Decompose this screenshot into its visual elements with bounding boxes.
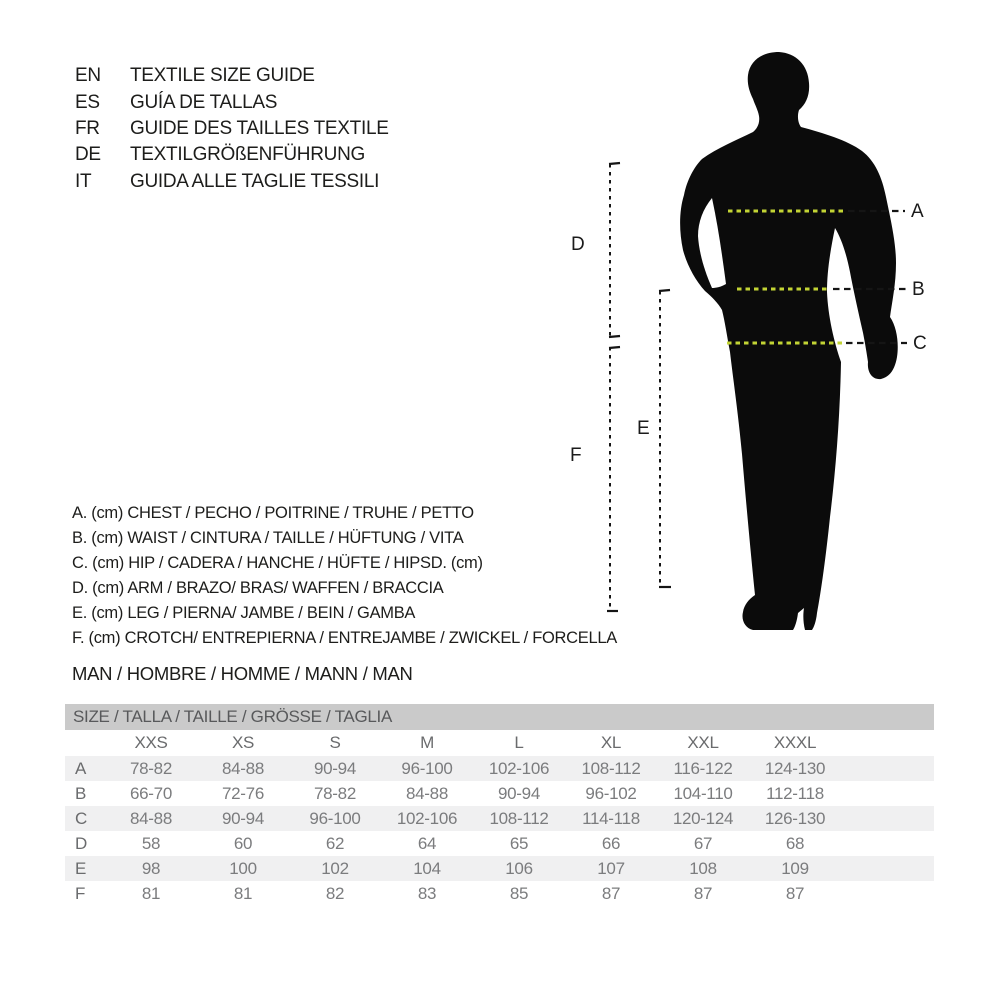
language-row [75, 169, 389, 195]
table-cell: 106 [505, 859, 533, 878]
table-cell: 87 [785, 884, 805, 903]
table-cell: 67 [693, 834, 713, 853]
table-cell: 65 [509, 834, 529, 853]
arm-marker-tick-bottom [609, 336, 620, 337]
arm-marker-tick-top [609, 163, 620, 164]
table-cell: 107 [597, 859, 625, 878]
table-cell: 100 [229, 859, 257, 878]
table-cell: 66 [601, 834, 621, 853]
legend-line-waist: B. (cm) WAIST / CINTURA / TAILLE / HÜFTUNG / VITA [72, 529, 464, 547]
table-row-crotch [65, 881, 934, 906]
language-title: GUIDE DES TAILLES TEXTILE [130, 117, 389, 139]
table-cell: 66-70 [130, 784, 172, 803]
size-header-filler [841, 730, 934, 756]
row-filler [841, 831, 934, 856]
table-cell: 124-130 [764, 759, 826, 778]
row-label: F [75, 884, 86, 903]
legend-line-arm: D. (cm) ARM / BRAZO/ BRAS/ WAFFEN / BRACCIA [72, 579, 444, 597]
row-label: B [75, 784, 87, 803]
table-cell: 102-106 [396, 809, 458, 828]
legend-line-crotch: F. (cm) CROTCH/ ENTREPIERNA / ENTREJAMBE / ZWICKEL / FORCELLA [72, 629, 617, 647]
table-cell: 96-100 [309, 809, 361, 828]
table-cell: 108 [689, 859, 717, 878]
language-title-block [75, 63, 389, 195]
row-filler [841, 806, 934, 831]
language-title: GUÍA DE TALLAS [130, 91, 278, 113]
table-cell: 60 [233, 834, 253, 853]
table-cell: 87 [693, 884, 713, 903]
language-row [75, 142, 389, 168]
size-header-row [65, 730, 934, 756]
table-cell: 108-112 [581, 759, 641, 778]
table-cell: 72-76 [222, 784, 264, 803]
language-row [75, 89, 389, 115]
size-table [65, 704, 934, 906]
language-code: FR [75, 117, 100, 139]
language-title: TEXTILE SIZE GUIDE [130, 65, 315, 87]
row-label: C [75, 809, 87, 828]
table-cell: 102-106 [488, 759, 550, 778]
table-cell: 90-94 [498, 784, 540, 803]
size-header: XXXL [773, 733, 817, 752]
table-cell: 102 [321, 859, 349, 878]
row-label: E [75, 859, 87, 878]
row-filler [841, 881, 934, 906]
table-cell: 109 [781, 859, 809, 878]
row-filler [841, 781, 934, 806]
row-label: D [75, 834, 87, 853]
table-cell: 108-112 [489, 809, 549, 828]
language-code: EN [75, 65, 101, 87]
chest-marker-label: A [911, 201, 924, 222]
table-cell: 85 [509, 884, 529, 903]
language-title: TEXTILGRÖßENFÜHRUNG [130, 144, 365, 166]
table-cell: 84-88 [130, 809, 172, 828]
table-row-hip [65, 806, 934, 831]
crotch-marker-tick-top [609, 347, 620, 348]
table-cell: 82 [325, 884, 345, 903]
table-cell: 104-110 [673, 784, 733, 803]
legend-line-leg: E. (cm) LEG / PIERNA/ JAMBE / BEIN / GAMBA [72, 604, 416, 622]
size-table-title-bar: SIZE / TALLA / TAILLE / GRÖSSE / TAGLIA [65, 704, 934, 730]
table-cell: 116-122 [673, 759, 733, 778]
size-header: XXL [687, 733, 719, 752]
table-cell: 64 [417, 834, 437, 853]
row-filler [841, 856, 934, 881]
table-cell: 96-102 [585, 784, 637, 803]
leg-marker-tick-top [659, 290, 670, 291]
language-code: ES [75, 91, 100, 113]
table-cell: 83 [417, 884, 437, 903]
size-header: L [514, 733, 524, 752]
size-header: XS [231, 733, 255, 752]
table-cell: 81 [233, 884, 253, 903]
size-guide-figure [560, 40, 950, 660]
leg-marker-label: E [637, 418, 650, 439]
table-cell: 96-100 [401, 759, 453, 778]
table-cell: 58 [141, 834, 161, 853]
crotch-marker-label: F [570, 445, 582, 466]
row-label: A [75, 759, 87, 778]
table-cell: 114-118 [582, 809, 640, 828]
size-header: XXS [134, 733, 168, 752]
table-cell: 87 [601, 884, 621, 903]
table-cell: 120-124 [672, 809, 734, 828]
table-cell: 81 [141, 884, 161, 903]
size-header: S [329, 733, 341, 752]
table-cell: 84-88 [406, 784, 448, 803]
table-cell: 90-94 [314, 759, 356, 778]
table-cell: 62 [325, 834, 345, 853]
waist-marker-label: B [912, 279, 925, 300]
man-silhouette [680, 52, 898, 630]
table-cell: 68 [785, 834, 805, 853]
language-row [75, 116, 389, 142]
hip-marker-label: C [913, 333, 927, 354]
table-cell: 98 [141, 859, 161, 878]
table-row-chest [65, 756, 934, 781]
table-cell: 78-82 [130, 759, 172, 778]
table-row-leg [65, 856, 934, 881]
row-filler [841, 756, 934, 781]
table-cell: 112-118 [766, 784, 824, 803]
table-cell: 90-94 [222, 809, 264, 828]
language-row [75, 63, 389, 89]
table-cell: 84-88 [222, 759, 264, 778]
table-cell: 78-82 [314, 784, 356, 803]
legend-line-hip: C. (cm) HIP / CADERA / HANCHE / HÜFTE / HIPSD. (cm) [72, 554, 483, 572]
table-cell: 104 [413, 859, 441, 878]
language-title: GUIDA ALLE TAGLIE TESSILI [130, 170, 380, 192]
table-row-waist [65, 781, 934, 806]
measurement-legend [72, 501, 617, 651]
category-title: MAN / HOMBRE / HOMME / MANN / MAN [72, 663, 413, 684]
size-header-spacer [65, 730, 105, 756]
size-header: XL [600, 733, 622, 752]
legend-line-chest: A. (cm) CHEST / PECHO / POITRINE / TRUHE / PETTO [72, 504, 474, 522]
language-code: IT [75, 170, 92, 192]
table-row-arm [65, 831, 934, 856]
table-cell: 126-130 [764, 809, 826, 828]
size-header: M [420, 733, 434, 752]
arm-marker-label: D [571, 234, 585, 255]
man-figure-svg [560, 40, 950, 660]
language-code: DE [75, 144, 101, 166]
